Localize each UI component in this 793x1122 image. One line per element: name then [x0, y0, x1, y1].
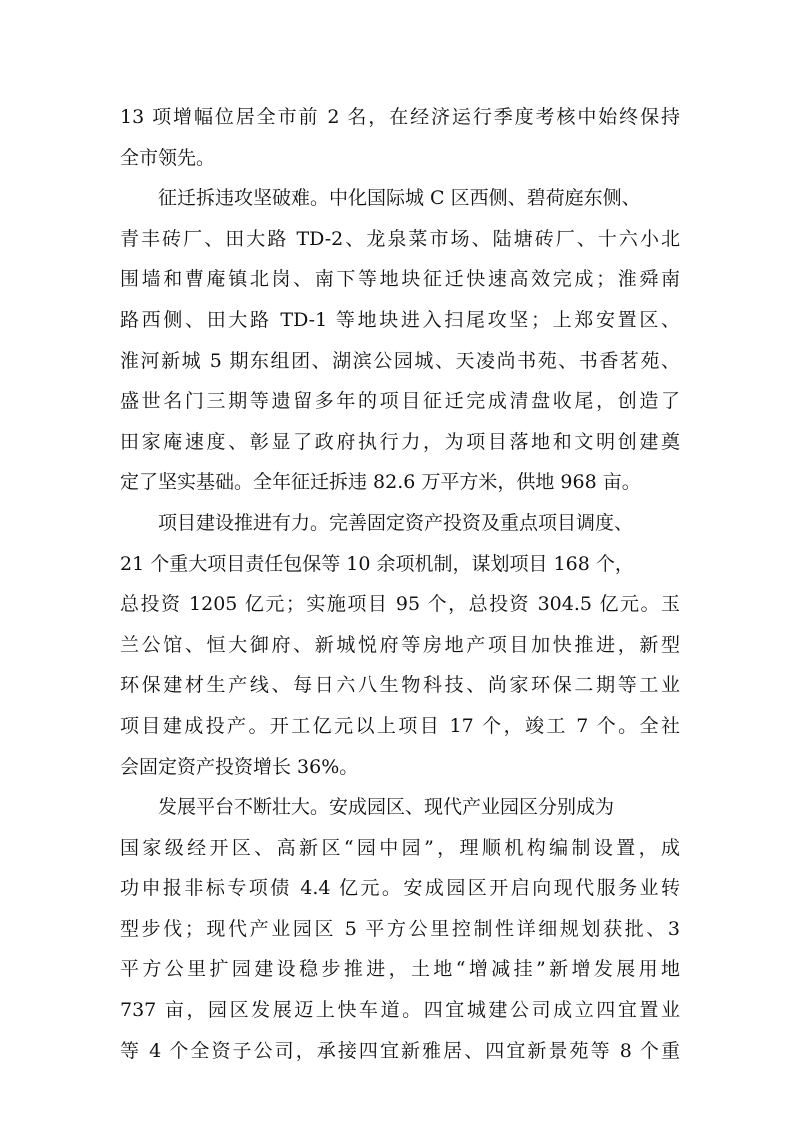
- paragraph-start-line: 项目建设推进有力。完善固定资产投资及重点项目调度、: [158, 511, 634, 534]
- text-line: 盛世名门三期等遗留多年的项目征迁完成清盘收尾，创造了: [120, 390, 680, 413]
- text-line: 项目建成投产。开工亿元以上项目 17 个，竣工 7 个。全社: [120, 714, 680, 737]
- text-line: 等 4 个全资子公司，承接四宜新雅居、四宜新景苑等 8 个重: [120, 1039, 680, 1062]
- text-line: 田家庵速度、彰显了政府执行力，为项目落地和文明创建奠: [120, 430, 680, 453]
- text-line: 总投资 1205 亿元；实施项目 95 个，总投资 304.5 亿元。玉: [120, 593, 680, 616]
- text-line: 型步伐；现代产业园区 5 平方公里控制性详细规划获批、3: [120, 917, 680, 940]
- paragraph-start-line: 征迁拆违攻坚破难。中化国际城 C 区西侧、碧荷庭东侧、: [158, 187, 641, 210]
- text-line: 会固定资产投资增长 36%。: [120, 755, 359, 778]
- text-line: 13 项增幅位居全市前 2 名，在经济运行季度考核中始终保持: [120, 106, 680, 128]
- body-text: [120, 97, 680, 1071]
- text-line: 兰公馆、恒大御府、新城悦府等房地产项目加快推进，新型: [120, 633, 680, 656]
- text-line: 全市领先。: [120, 146, 216, 169]
- text-line: 围墙和曹庵镇北岗、南下等地块征迁快速高效完成；淮舜南: [120, 268, 680, 291]
- text-line: 平方公里扩园建设稳步推进，土地“增减挂”新增发展用地: [120, 958, 680, 981]
- text-line: 青丰砖厂、田大路 TD-2、龙泉菜市场、陆塘砖厂、十六小北: [120, 227, 680, 250]
- paragraph-start-line: 发展平台不断壮大。安成园区、现代产业园区分别成为: [158, 796, 615, 819]
- text-line: 定了坚实基础。全年征迁拆违 82.6 万平方米，供地 968 亩。: [120, 471, 641, 494]
- text-line: 737 亩，园区发展迈上快车道。四宜城建公司成立四宜置业: [120, 999, 680, 1022]
- text-line: 功申报非标专项债 4.4 亿元。安成园区开启向现代服务业转: [120, 877, 680, 900]
- text-line: 21 个重大项目责任包保等 10 余项机制，谋划项目 168 个，: [120, 552, 634, 575]
- text-line: 环保建材生产线、每日六八生物科技、尚家环保二期等工业: [120, 674, 680, 697]
- text-line: 国家级经开区、高新区“园中园”，理顺机构编制设置，成: [120, 836, 680, 859]
- text-line: 路西侧、田大路 TD-1 等地块进入扫尾攻坚；上郑安置区、: [120, 308, 680, 331]
- text-line: 淮河新城 5 期东组团、湖滨公园城、天凌尚书苑、书香茗苑、: [120, 349, 680, 372]
